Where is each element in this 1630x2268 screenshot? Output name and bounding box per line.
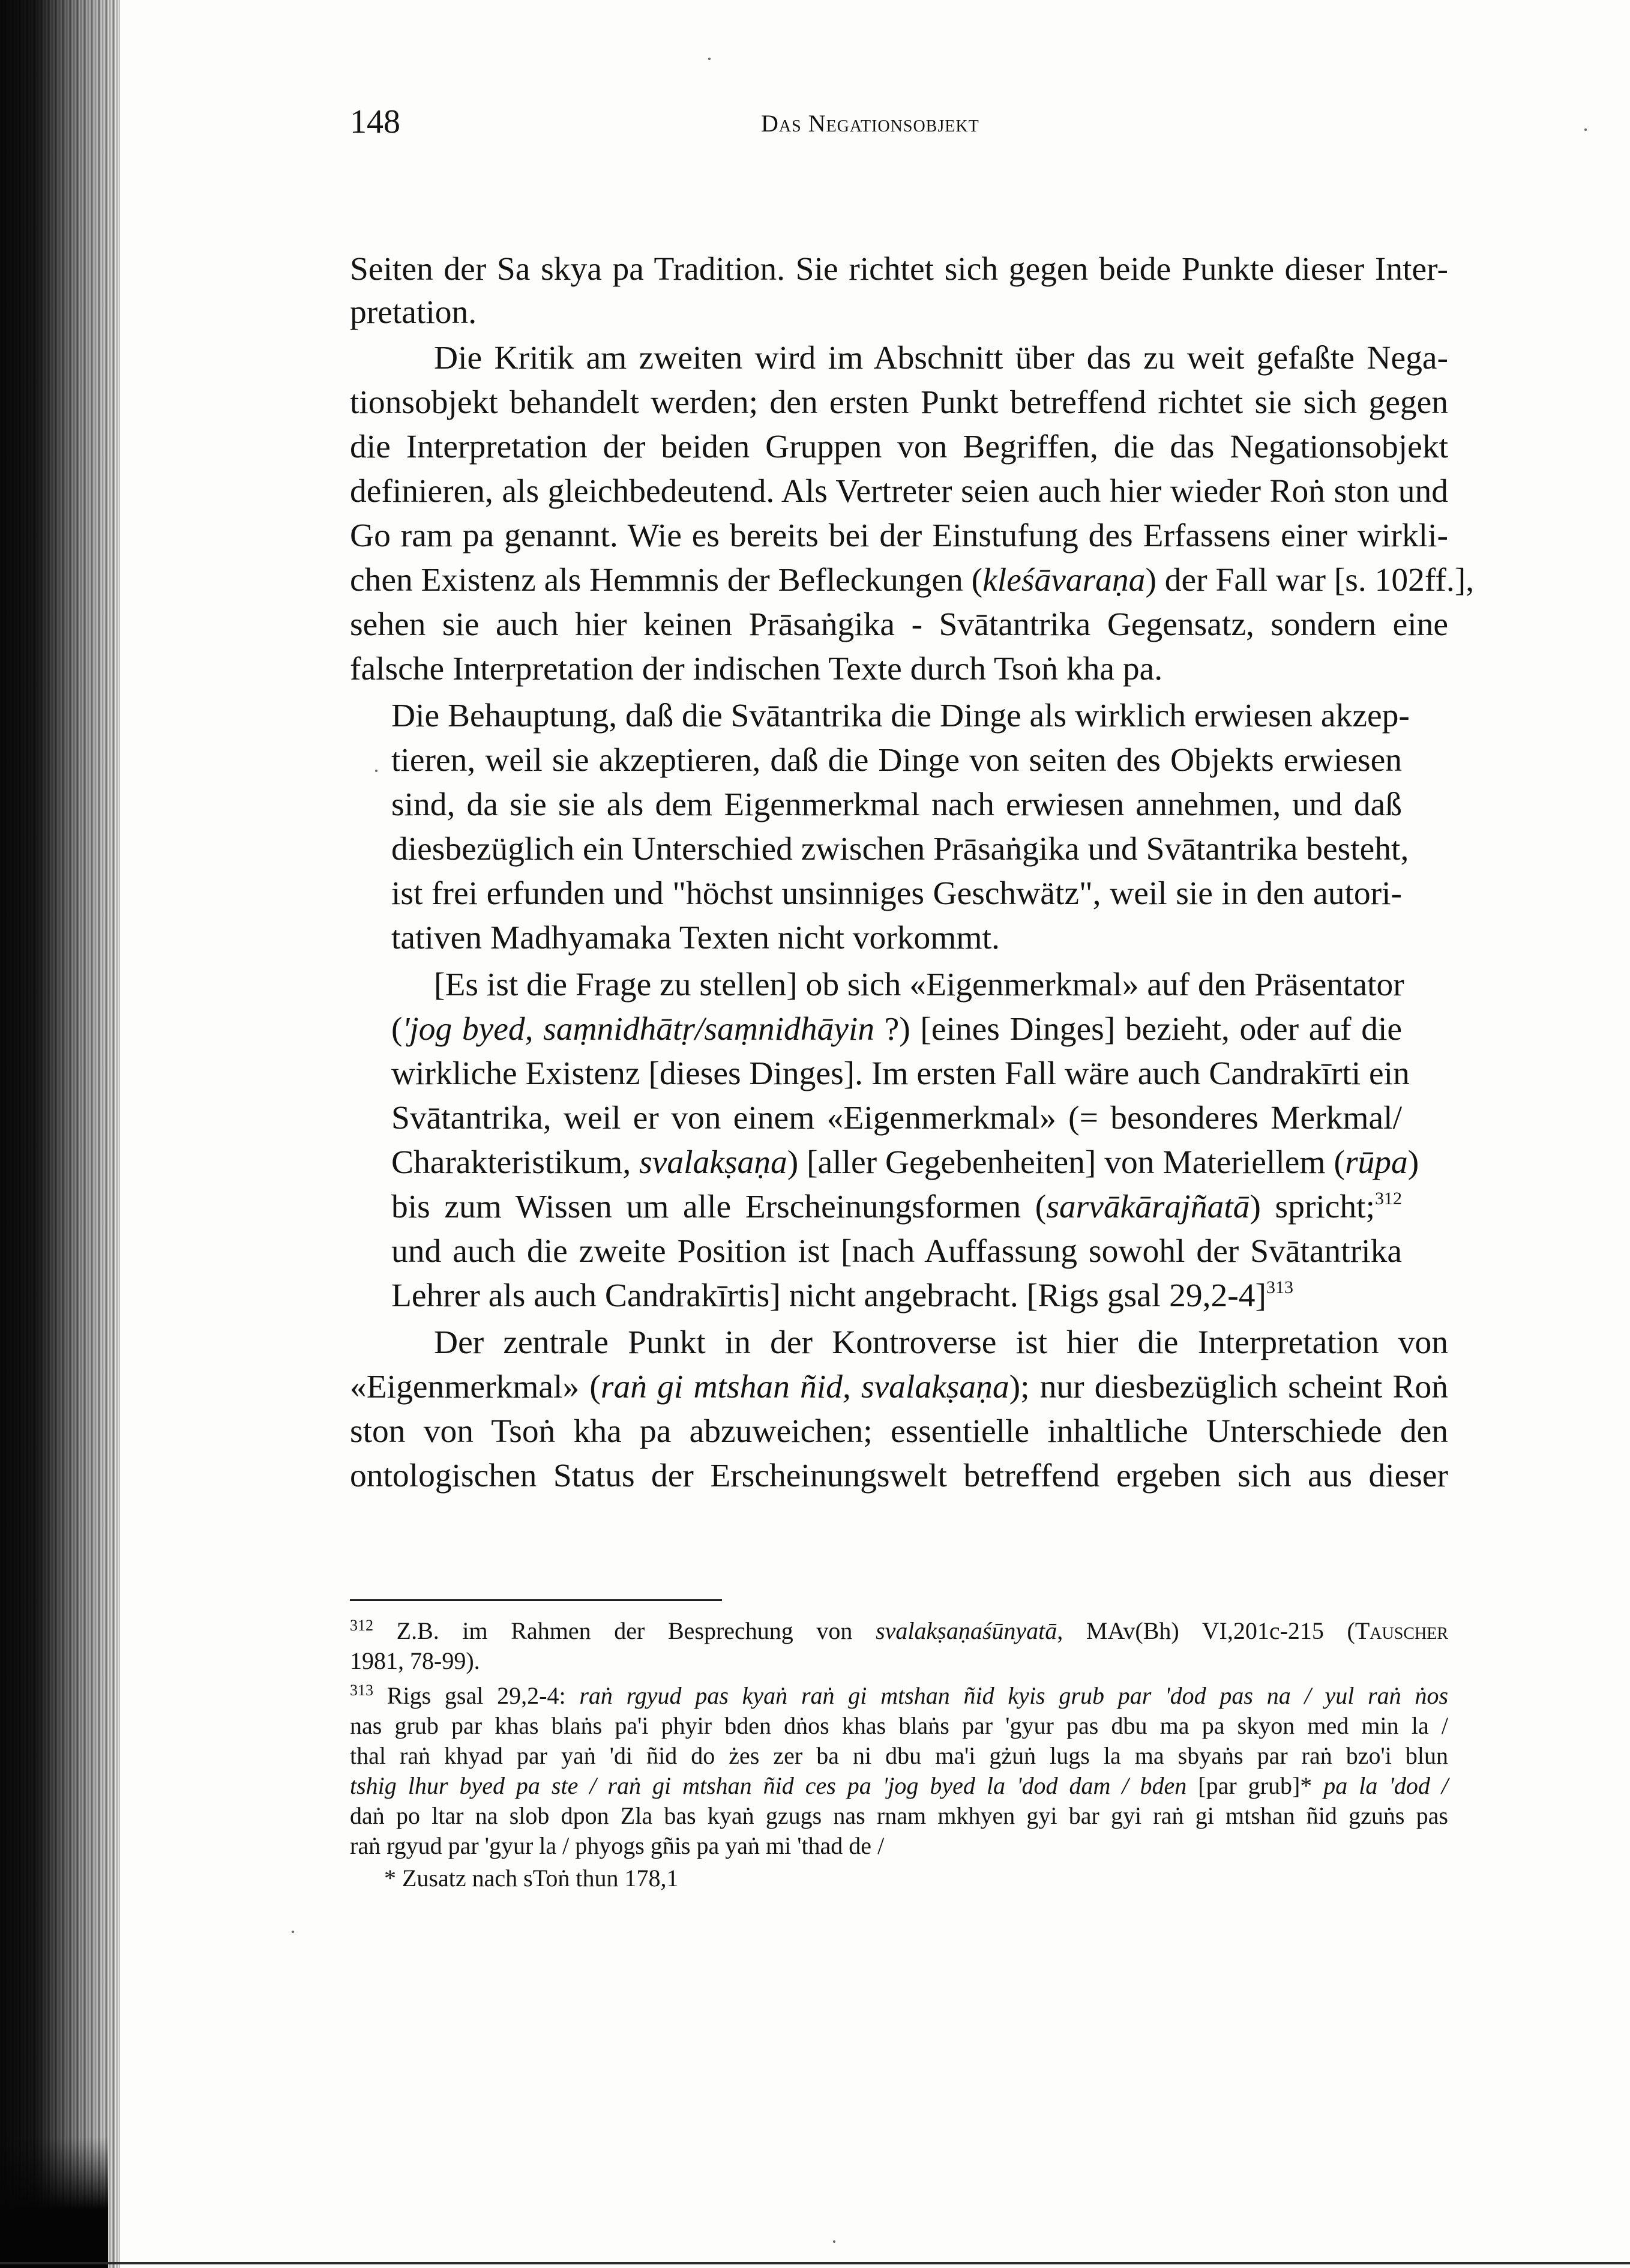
footnote-addendum: * Zusatz nach sToṅ thun 178,1 — [384, 1865, 679, 1892]
italic-term: rūpa — [1344, 1144, 1408, 1181]
body-line: Der zentrale Punkt in der Kontroverse ist hier die Interpretation von — [434, 1324, 1448, 1361]
body-line: definieren, als gleichbedeutend. Als Vertreter seien auch hier wieder Roṅ ston und — [350, 473, 1448, 510]
text-run: bis zum Wissen um alle Erscheinungsformen ( — [391, 1189, 1047, 1225]
scan-binding-shadow — [0, 0, 120, 2268]
scan-speck — [833, 2240, 835, 2243]
body-line: Seiten der Sa skya pa Tradition. Sie richtet sich gegen beide Punkte dieser Inter- — [350, 251, 1448, 288]
footnote-number: 313 — [350, 1681, 373, 1699]
footnote-rule — [350, 1599, 722, 1601]
text-run: [par grub]* — [1198, 1772, 1313, 1799]
quote-line: Die Behauptung, daß die Svātantrika die Dinge als wirklich erwiesen akzep- — [391, 698, 1410, 734]
text-run: Lehrer als auch Candrakīrtis] nicht angebracht. [Rigs gsal 29,2-4] — [391, 1277, 1266, 1314]
text-run: Z.B. im Rahmen der Besprechung von — [373, 1617, 876, 1644]
text-run: ) spricht; — [1250, 1189, 1375, 1225]
footnote-ref[interactable]: 312 — [1375, 1189, 1402, 1208]
italic-term: raṅ gi mtshan ñid, svalakṣaṇa — [600, 1369, 1009, 1405]
quote-line: Svātantrika, weil er von einem «Eigenmerkmal» (= besonderes Merkmal/ — [391, 1100, 1402, 1136]
text-run: , MAv(Bh) VI,201c-215 ( — [1057, 1617, 1355, 1644]
text-run: ) der Fall war [s. 102ff.], — [1145, 562, 1475, 599]
scan-bottom-edge — [0, 2262, 1630, 2264]
text-run: chen Existenz als Hemmnis der Befleckungen ( — [350, 562, 983, 599]
scan-speck — [708, 58, 711, 60]
body-line — [350, 1365, 1448, 1410]
text-run: ( — [391, 1011, 403, 1048]
body-line: Die Kritik am zweiten wird im Abschnitt über das zu weit gefaßte Nega- — [434, 340, 1448, 376]
body-line: tionsobjekt behandelt werden; den ersten Punkt betreffend richtet sie sich gegen — [350, 384, 1448, 421]
body-line: pretation. — [350, 294, 477, 331]
quote-line: tativen Madhyamaka Texten nicht vorkommt. — [391, 920, 1000, 956]
text-run: ?) [eines Dinges] bezieht, oder auf die — [874, 1011, 1403, 1048]
body-line: ontologischen Status der Erscheinungswelt betreffend ergeben sich aus dieser — [350, 1458, 1448, 1494]
quote-line: ist frei erfunden und "höchst unsinniges Geschwätz", weil sie in den autori- — [391, 875, 1402, 912]
quote-line: wirkliche Existenz [dieses Dinges]. Im ersten Fall wäre auch Candrakīrti ein — [391, 1055, 1410, 1092]
text-run: ) [aller Gegebenheiten] von Materiellem ( — [787, 1144, 1345, 1181]
scan-speck — [375, 770, 377, 772]
footnote-313-line: raṅ rgyud par 'gyur la / phyogs gñis pa yaṅ mi 'thad de / — [350, 1832, 885, 1859]
text-run: ) — [1407, 1144, 1419, 1181]
footnote-313-line — [350, 1771, 1448, 1801]
footnote-312-line: 1981, 78-99). — [350, 1647, 480, 1674]
italic-term: kleśāvaraṇa — [982, 562, 1146, 599]
scan-speck — [292, 1931, 294, 1933]
italic-term: sarvākārajñatā — [1046, 1189, 1250, 1225]
quote-line — [391, 1185, 1402, 1234]
body-line: die Interpretation der beiden Gruppen von Begriffen, die das Negationsobjekt — [350, 429, 1448, 465]
italic-term: svalakṣaṇaśūnyatā — [876, 1617, 1057, 1644]
footnote-313-line: daṅ po ltar na slob dpon Zla bas kyaṅ gzugs nas rnam mkhyen gyi bar gyi raṅ gi mtshan ñid gzuṅs pas — [350, 1802, 1448, 1829]
text-run: ); nur diesbezüglich scheint Roṅ — [1009, 1369, 1449, 1405]
quote-line: [Es ist die Frage zu stellen] ob sich «Eigenmerkmal» auf den Präsentator — [434, 967, 1404, 1003]
footnote-313-line: nas grub par khas blaṅs pa'i phyir bden dṅos khas blaṅs par 'gyur pas dbu ma pa skyon med min la / — [350, 1712, 1448, 1739]
text-run: «Eigenmerkmal» ( — [350, 1369, 601, 1405]
body-line: ston von Tsoṅ kha pa abzuweichen; essentielle inhaltliche Unterschiede den — [350, 1413, 1448, 1450]
italic-term: svalakṣaṇa — [639, 1144, 787, 1181]
quote-line: tieren, weil sie akzeptieren, daß die Dinge von seiten des Objekts erwiesen — [391, 742, 1402, 779]
italic-term: pa la 'dod / — [1312, 1772, 1448, 1799]
quote-line: und auch die zweite Position ist [nach Auffassung sowohl der Svātantrika — [391, 1233, 1402, 1270]
footnote-313-line: thal raṅ khyad par yaṅ 'di ñid do żes zer ba ni dbu ma'i gżuṅ lugs la ma sbyaṅs par raṅ bzo'i blun — [350, 1742, 1448, 1769]
quote-line: diesbezüglich ein Unterschied zwischen Prāsaṅgika und Svātantrika besteht, — [391, 831, 1409, 867]
scan-binding-corner — [0, 2137, 108, 2268]
quote-line — [391, 1007, 1402, 1052]
scan-speck — [1584, 128, 1587, 131]
body-line: Go ram pa genannt. Wie es bereits bei der Einstufung des Erfassens einer wirkli- — [350, 517, 1448, 554]
footnote-312-line — [350, 1616, 1448, 1649]
footnote-ref[interactable]: 313 — [1266, 1277, 1293, 1297]
text-run: Rigs gsal 29,2-4: — [373, 1682, 580, 1709]
body-line: sehen sie auch hier keinen Prāsaṅgika - Svātantrika Gegensatz, sondern eine — [350, 606, 1448, 643]
author-name: Tauscher — [1355, 1617, 1448, 1644]
quote-line: sind, da sie sie als dem Eigenmerkmal nach erwiesen annehmen, und daß — [391, 786, 1402, 823]
page-number: 148 — [350, 103, 400, 140]
quote-line — [391, 1274, 1402, 1323]
footnote-313-line — [350, 1681, 1448, 1714]
footnote-number: 312 — [350, 1617, 373, 1634]
body-line — [350, 558, 1475, 603]
running-head: Das Negationsobjekt — [761, 110, 979, 137]
italic-term: raṅ rgyud pas kyaṅ raṅ gi mtshan ñid kyis grub par 'dod pas na / yul raṅ ṅos — [579, 1682, 1449, 1709]
italic-term: 'jog byed, saṃnidhātṛ/saṃnidhāyin — [402, 1011, 875, 1048]
quote-line — [391, 1141, 1419, 1185]
italic-term: tshig lhur byed pa ste / raṅ gi mtshan ñid ces pa 'jog byed la 'dod dam / bden — [350, 1772, 1198, 1799]
body-line: falsche Interpretation der indischen Texte durch Tsoṅ kha pa. — [350, 651, 1163, 687]
text-run: Charakteristikum, — [391, 1144, 640, 1181]
